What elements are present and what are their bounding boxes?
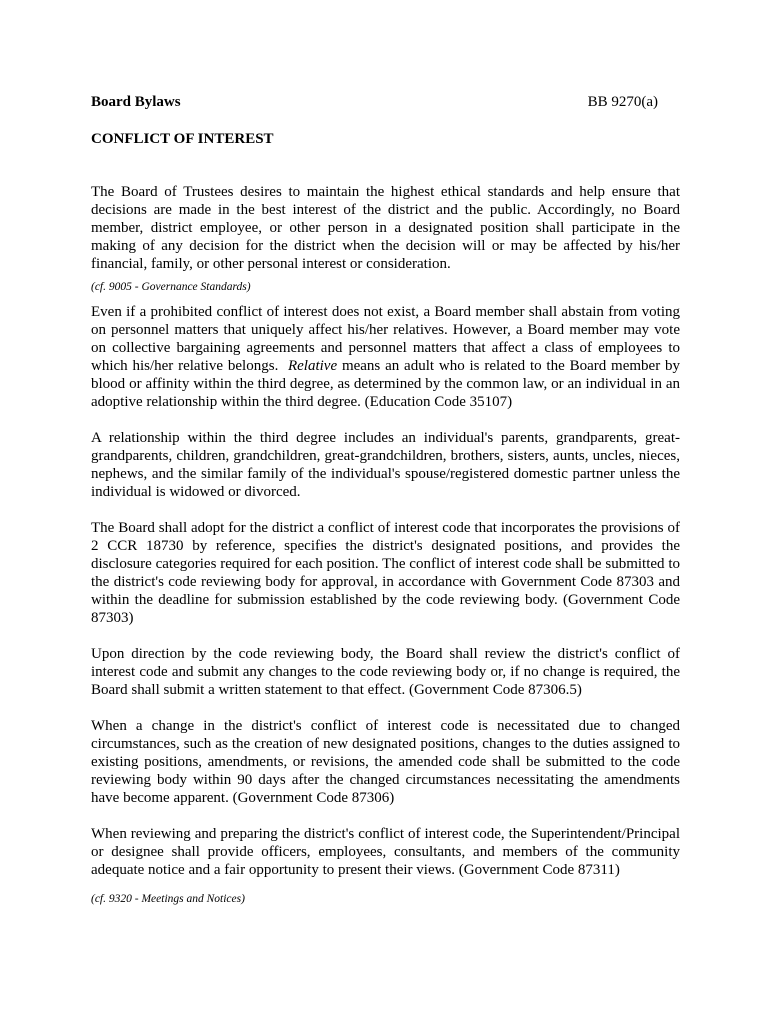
page-title: CONFLICT OF INTEREST xyxy=(91,131,274,147)
paragraph-relatives-part1: Even if a prohibited conflict of interest does not exist, a Board member shall abstain from voting on personnel matters that uniquely affect his/her relatives. However, a Board member may vote on collective bargaining agreements and personnel matters that affect a class of employees to which his/her relative belongs. xyxy=(91,304,680,374)
policy-number: BB 9270(a) xyxy=(587,94,658,110)
cross-reference: (cf. 9320 - Meetings and Notices) xyxy=(91,893,245,905)
paragraph-relatives xyxy=(91,303,680,411)
paragraph-third-degree: A relationship within the third degree includes an individual's parents, grandparents, great-grandparents, children, grandchildren, great-grandchildren, brothers, sisters, aunts, uncles, nieces, nephews, and the similar family of the individual's spouse/registered domestic partner unless the individual is widowed or divorced. xyxy=(91,430,680,500)
document-page xyxy=(91,92,680,907)
paragraph-adopt-code: The Board shall adopt for the district a conflict of interest code that incorporates the provisions of 2 CCR 18730 by reference, specifies the district's designated positions, and provides the disclosure categories required for each position. The conflict of interest code shall be submitted to the district's code reviewing body for approval, in accordance with Government Code 87303 and within the deadline for submission established by the code reviewing body. (Government Code 87303) xyxy=(91,520,680,626)
paragraph-review-code: Upon direction by the code reviewing body, the Board shall review the district's conflict of interest code and submit any changes to the code reviewing body or, if no change is required, the Board shall submit a written statement to that effect. (Government Code 87306.5) xyxy=(91,646,680,698)
paragraph-relatives-part2: means an adult who is related to the Board member by blood or affinity within the third degree, as determined by the common law, or an individual in an adoptive relationship within the third degree. (Education Code 35107) xyxy=(91,358,681,410)
section-label: Board Bylaws xyxy=(91,94,181,110)
document-header xyxy=(91,92,680,112)
defined-term: Relative xyxy=(287,358,338,374)
paragraph-change-code: When a change in the district's conflict of interest code is necessitated due to changed circumstances, such as the creation of new designated positions, changes to the duties assigned to existing positions, amendments, or revisions, the amended code shall be submitted to the code reviewing body within 90 days after the changed circumstances necessitating the amendments have become apparent. (Government Code 87306) xyxy=(91,718,680,806)
paragraph-intro: The Board of Trustees desires to maintain the highest ethical standards and help ensure that decisions are made in the best interest of the district and the public. Accordingly, no Board member, district employee, or other person in a designated position shall participate in the making of any decision for the district when the decision will or may be affected by his/her financial, family, or other personal interest or consideration. xyxy=(91,184,680,272)
cross-reference: (cf. 9005 - Governance Standards) xyxy=(91,281,251,293)
paragraph-notice: When reviewing and preparing the district's conflict of interest code, the Superintendent/Principal or designee shall provide officers, employees, consultants, and members of the community adequate notice and a fair opportunity to present their views. (Government Code 87311) xyxy=(91,826,680,878)
